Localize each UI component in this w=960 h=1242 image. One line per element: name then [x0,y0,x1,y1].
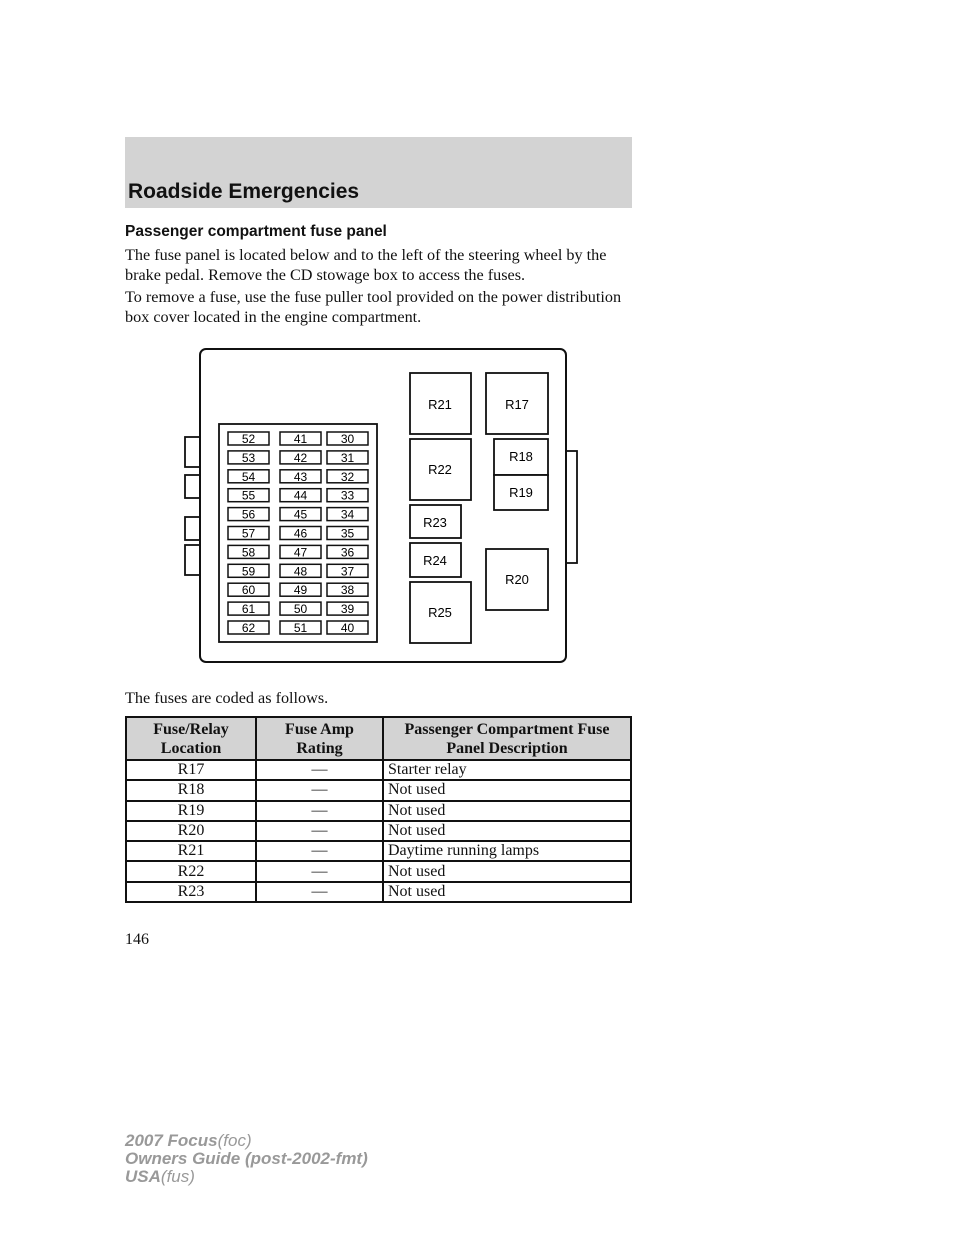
cell-rating: — [256,780,383,800]
fuse-label: 33 [340,488,355,503]
table-row [126,801,631,821]
fuse-label: 60 [241,583,256,598]
fuse-label: 53 [241,450,256,465]
fuse-label: 39 [340,602,355,617]
cell-rating: — [256,801,383,821]
cell-location: R19 [126,801,256,821]
cell-description: Not used [383,801,631,821]
fuse-label: 34 [340,507,355,522]
cell-location: R23 [126,882,256,902]
fuse-label: 42 [293,450,308,465]
header-location: Fuse/Relay Location [126,717,256,760]
footer-line-2: Owners Guide (post-2002-fmt) [125,1149,368,1168]
table-header-row [126,717,631,760]
table-row [126,882,631,902]
fuse-label: 31 [340,450,355,465]
section-heading: Passenger compartment fuse panel [125,223,387,240]
page-title: Roadside Emergencies [128,180,360,203]
header-description: Passenger Compartment Fuse Panel Description [383,717,631,760]
fuse-label: 37 [340,564,355,579]
cell-rating: — [256,841,383,861]
paragraph-removal: To remove a fuse, use the fuse puller tool provided on the power distribution box cover located in the engine compartment. [125,288,622,326]
table-row [126,841,631,861]
relay-r22-label: R22 [428,462,452,477]
fuse-label: 35 [340,526,355,541]
fuse-label: 61 [241,602,256,617]
fuse-label: 56 [241,507,256,522]
fuse-label: 32 [340,469,355,484]
panel-tab-left-4 [185,545,201,575]
fuse-table [125,716,632,903]
cell-description: Not used [383,861,631,881]
cell-rating: — [256,760,383,780]
fuse-label: 38 [340,583,355,598]
fuse-label: 47 [293,545,308,560]
cell-description: Not used [383,882,631,902]
cell-description: Daytime running lamps [383,841,631,861]
fuse-label: 43 [293,469,308,484]
fuse-label: 40 [340,621,355,635]
fuse-label: 46 [293,526,308,541]
fuse-label: 49 [293,583,308,598]
fuse-label: 48 [293,564,308,579]
relay-r20-label: R20 [505,572,529,587]
relay-r21-label: R21 [428,397,452,412]
document-footer [125,1132,368,1186]
fuse-label: 44 [293,488,308,503]
fuse-label: 52 [241,432,256,446]
relay-r24-label: R24 [423,553,447,568]
cell-location: R18 [126,780,256,800]
cell-location: R17 [126,760,256,780]
fuse-label: 50 [293,602,308,617]
relay-r23-label: R23 [423,515,447,530]
fuse-label: 59 [241,564,256,579]
fuse-label: 55 [241,488,256,503]
fuse-label: 30 [340,432,355,446]
table-row [126,780,631,800]
fuse-label: 54 [241,469,256,484]
table-row [126,821,631,841]
header-rating: Fuse Amp Rating [256,717,383,760]
footer-line-3: USA(fus) [125,1167,195,1186]
cell-location: R21 [126,841,256,861]
table-row [126,760,631,780]
relay-r19-label: R19 [509,485,533,500]
cell-rating: — [256,821,383,841]
fuse-label: 41 [293,432,308,446]
fuse-label: 36 [340,545,355,560]
cell-location: R20 [126,821,256,841]
cell-rating: — [256,882,383,902]
relay-r25-label: R25 [428,605,452,620]
fuse-label: 45 [293,507,308,522]
fuse-label: 58 [241,545,256,560]
relay-r18-label: R18 [509,449,533,464]
cell-description: Starter relay [383,760,631,780]
fuse-grid [228,432,368,635]
fuse-label: 51 [293,621,308,635]
cell-location: R22 [126,861,256,881]
cell-rating: — [256,861,383,881]
table-row [126,861,631,881]
panel-tab-left-3 [185,517,201,540]
relay-r17-label: R17 [505,397,529,412]
panel-tab-left-1 [185,437,201,467]
paragraph-location: The fuse panel is located below and to the left of the steering wheel by the brake pedal. Remove the CD stowage box to access the fuses. [125,246,607,284]
footer-line-1: 2007 Focus(foc) [125,1131,252,1150]
cell-description: Not used [383,780,631,800]
fuse-panel-diagram [183,347,583,665]
page-number: 146 [125,931,149,948]
fuse-label: 62 [241,621,256,635]
panel-tab-left-2 [185,475,201,498]
cell-description: Not used [383,821,631,841]
paragraph-coding: The fuses are coded as follows. [125,689,329,707]
fuse-label: 57 [241,526,256,541]
